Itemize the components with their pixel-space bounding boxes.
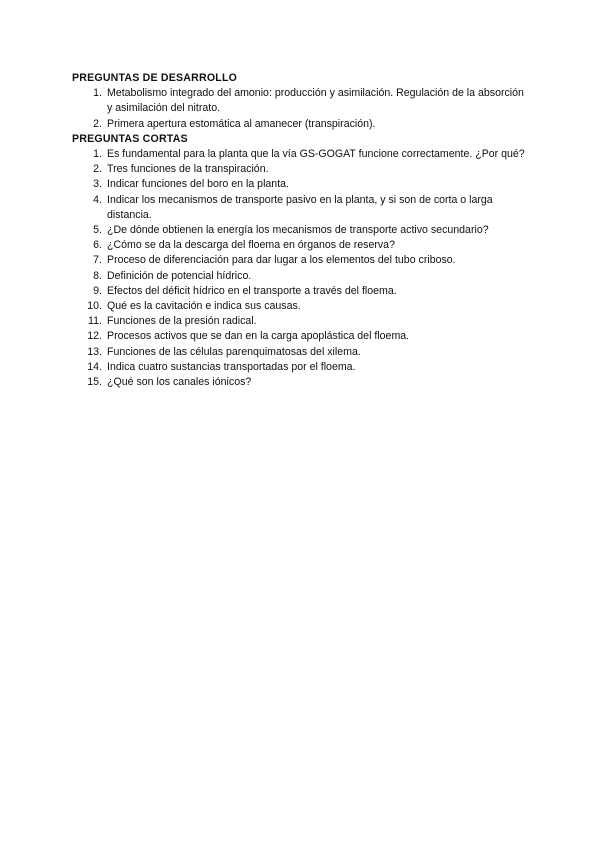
question-text: Definición de potencial hídrico. <box>107 269 252 282</box>
cortas-question-list <box>72 147 532 390</box>
item-number: 2. <box>93 163 102 176</box>
question-text: Indicar funciones del boro en la planta. <box>107 178 289 191</box>
document-page <box>72 71 532 390</box>
list-item <box>72 253 532 268</box>
list-item <box>72 162 532 177</box>
question-text: Funciones de la presión radical. <box>107 315 257 328</box>
list-item <box>72 284 532 299</box>
list-item <box>72 375 532 390</box>
list-item <box>72 269 532 284</box>
item-number: 8. <box>93 269 102 282</box>
item-number: 1. <box>93 148 102 161</box>
question-text: Tres funciones de la transpiración. <box>107 163 269 176</box>
item-number: 2. <box>93 117 102 130</box>
list-item <box>72 117 532 132</box>
question-text: Procesos activos que se dan en la carga apoplástica del floema. <box>107 330 410 343</box>
question-text: Efectos del déficit hídrico en el transporte a través del floema. <box>107 284 397 297</box>
section-heading-desarrollo: PREGUNTAS DE DESARROLLO <box>72 72 238 84</box>
item-number: 6. <box>93 239 102 252</box>
list-item <box>72 147 532 162</box>
question-text: Funciones de las células parenquimatosas del xilema. <box>107 345 361 358</box>
list-item <box>72 177 532 192</box>
question-text: Qué es la cavitación e indica sus causas. <box>107 300 301 313</box>
item-number: 15. <box>87 376 102 389</box>
item-number: 11. <box>88 315 102 328</box>
question-text: Indica cuatro sustancias transportadas por el floema. <box>107 360 356 373</box>
item-number: 5. <box>93 224 102 237</box>
question-text: ¿De dónde obtienen la energía los mecanismos de transporte activo secundario? <box>107 224 489 237</box>
list-item <box>72 329 532 344</box>
list-item <box>72 360 532 375</box>
question-text: Proceso de diferenciación para dar lugar a los elementos del tubo criboso. <box>107 254 456 267</box>
question-text: Es fundamental para la planta que la vía GS-GOGAT funcione correctamente. ¿Por qué? <box>107 148 525 161</box>
list-item <box>72 193 532 223</box>
list-item <box>72 345 532 360</box>
item-number: 9. <box>93 284 102 297</box>
item-number: 14. <box>87 360 102 373</box>
item-number: 1. <box>93 87 102 100</box>
item-number: 13. <box>87 345 102 358</box>
question-text: Primera apertura estomática al amanecer (transpiración). <box>107 117 376 130</box>
list-item <box>72 314 532 329</box>
question-text: ¿Qué son los canales iónicos? <box>107 376 252 389</box>
question-text: Metabolismo integrado del amonio: producción y asimilación. Regulación de la absorción y asimilación del nitrato. <box>107 87 524 115</box>
item-number: 7. <box>93 254 102 267</box>
item-number: 3. <box>93 178 102 191</box>
question-text: ¿Cómo se da la descarga del floema en órganos de reserva? <box>107 239 395 252</box>
item-number: 4. <box>93 193 102 206</box>
item-number: 10. <box>87 300 102 313</box>
list-item <box>72 238 532 253</box>
list-item <box>72 299 532 314</box>
section-heading-cortas: PREGUNTAS CORTAS <box>72 132 188 145</box>
list-item <box>72 86 532 116</box>
list-item <box>72 223 532 238</box>
question-text: Indicar los mecanismos de transporte pasivo en la planta, y si son de corta o larga distancia. <box>107 193 493 221</box>
desarrollo-question-list <box>72 86 532 132</box>
item-number: 12. <box>87 330 102 343</box>
